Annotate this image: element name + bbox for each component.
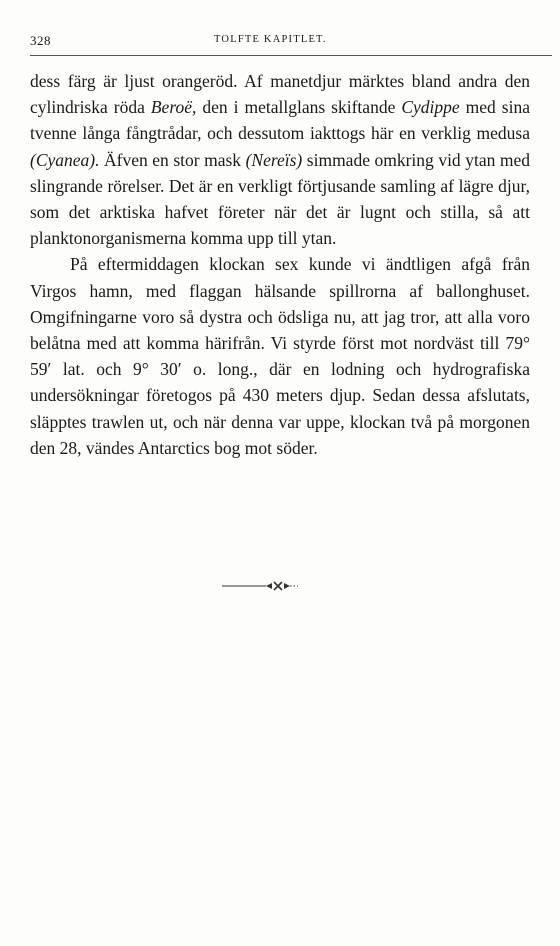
section-end-ornament	[222, 580, 342, 592]
page-header	[30, 33, 552, 51]
running-head: TOLFTE KAPITLET.	[214, 34, 327, 45]
paragraph-text: med sina tvenne långa fångtrådar, och dessutom iakttogs här en verklig medusa	[30, 97, 530, 144]
paragraph-text: den i metallglans skiftande	[196, 97, 402, 118]
page-number: 328	[30, 33, 51, 48]
paragraph-1	[30, 68, 530, 251]
paragraph-text: På eftermiddagen klockan sex kunde vi ändtligen afgå från Virgos hamn, med flaggan hälsande spillrorna af ballonghuset. Omgifningarne voro så dystra och ödsliga nu, att jag tror, att alla voro belåtna med att komma härifrån. Vi styrde först mot nordväst till 79° 59′ lat. och 9° 30′ o. long., där en lodning och hydrografiska undersökningar företogos på 430 meters djup. Sedan dessa afslutats, släpptes trawlen ut, och när denna var uppe, klockan två på morgonen den 28, vändes Antarctics bog mot söder.	[30, 254, 530, 458]
header-rule	[30, 55, 552, 56]
taxon-name-cyanea: (Cyanea).	[30, 149, 100, 170]
taxon-name-nereis: (Nereïs)	[245, 149, 303, 170]
taxon-name-beroe: Beroë,	[150, 97, 197, 118]
body-text	[30, 68, 530, 461]
paragraph-text: dess färg är ljust orangeröd. Af manetdjur märktes bland andra den cylindriska röda	[30, 71, 530, 118]
taxon-name-cydippe: Cydippe	[401, 97, 460, 118]
paragraph-2	[30, 251, 530, 461]
paragraph-text: simmade omkring vid ytan med slingrande rörelser. Det är en verkligt förtjusande samling af lägre djur, som det arktiska hafvet företer när det är lugnt och stilla, så att planktonorganismerna komma upp till ytan.	[30, 149, 530, 249]
paragraph-text: Äfven en stor mask	[99, 149, 246, 170]
